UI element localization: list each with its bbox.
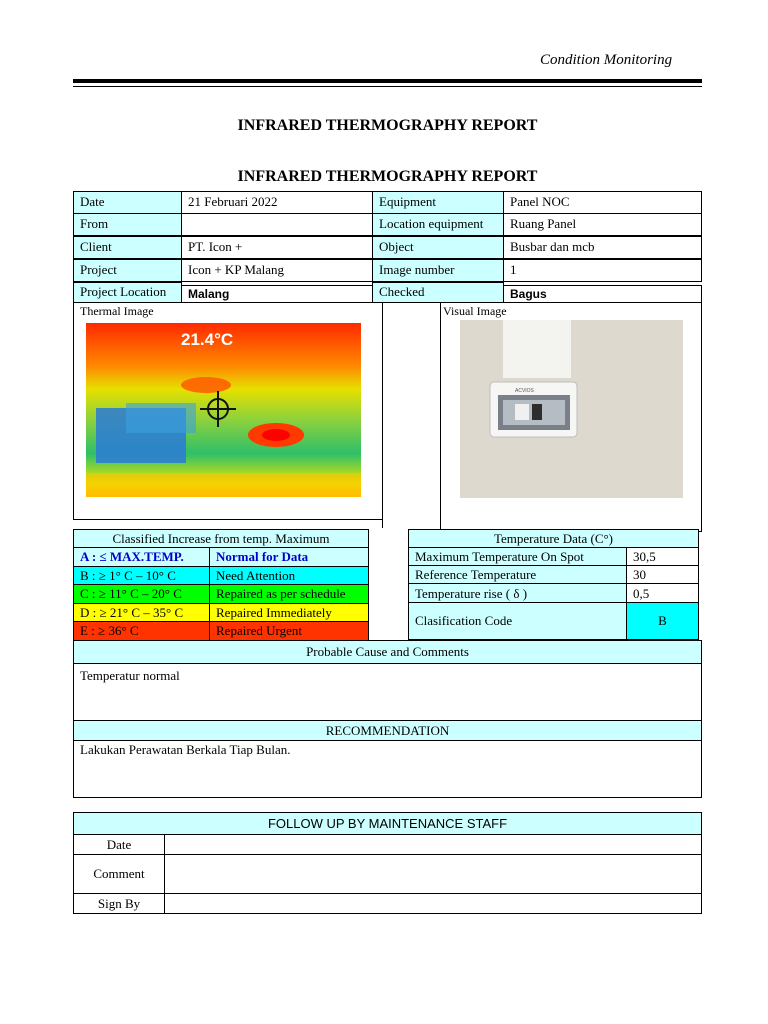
classification-action: Repaired as per schedule bbox=[209, 584, 369, 604]
panel-brand: ACVIOS bbox=[515, 388, 534, 394]
recommendation-text: Lakukan Perawatan Berkala Tiap Bulan. bbox=[73, 740, 702, 798]
temperature-title: Temperature Data (C°) bbox=[408, 529, 699, 548]
header-rule bbox=[73, 79, 702, 83]
object-value: Busbar dan mcb bbox=[503, 236, 702, 259]
project-label: Project bbox=[73, 259, 182, 282]
ref-temp-label: Reference Temperature bbox=[408, 565, 627, 584]
temp-rise-value: 0,5 bbox=[626, 583, 699, 603]
followup-sign-label: Sign By bbox=[73, 893, 165, 914]
max-temp-label: Maximum Temperature On Spot bbox=[408, 547, 627, 566]
from-label: From bbox=[73, 213, 182, 236]
comments-title: Probable Cause and Comments bbox=[73, 640, 702, 664]
classification-title: Classified Increase from temp. Maximum bbox=[73, 529, 369, 548]
max-temp-value: 30,5 bbox=[626, 547, 699, 566]
report-title: INFRARED THERMOGRAPHY REPORT bbox=[237, 117, 538, 134]
followup-comment-label: Comment bbox=[73, 854, 165, 894]
thermal-image-label: Thermal Image bbox=[80, 304, 154, 318]
client-label: Client bbox=[73, 236, 182, 259]
classification-action: Repaired Urgent bbox=[209, 621, 369, 641]
image-number-value: 1 bbox=[503, 259, 702, 282]
equipment-value: Panel NOC bbox=[503, 191, 702, 214]
image-divider bbox=[382, 302, 383, 528]
temp-rise-label: Temperature rise ( δ ) bbox=[408, 583, 627, 603]
classification-code-value: B bbox=[626, 602, 699, 640]
classification-range: D : ≥ 21° C – 35° C bbox=[73, 603, 210, 623]
project-location-value: Malang bbox=[181, 285, 373, 303]
project-value: Icon + KP Malang bbox=[181, 259, 373, 282]
classification-action: Need Attention bbox=[209, 566, 369, 586]
classification-action: Normal for Data bbox=[209, 547, 369, 567]
report-subtitle: INFRARED THERMOGRAPHY REPORT bbox=[237, 168, 538, 185]
object-label: Object bbox=[372, 236, 504, 259]
ref-temp-value: 30 bbox=[626, 565, 699, 584]
date-value: 21 Februari 2022 bbox=[181, 191, 373, 214]
location-equipment-value: Ruang Panel bbox=[503, 213, 702, 236]
visual-image-label: Visual Image bbox=[443, 304, 507, 318]
classification-range: A : ≤ MAX.TEMP. bbox=[73, 547, 210, 567]
visual-image bbox=[460, 320, 683, 498]
checked-value: Bagus bbox=[503, 285, 702, 303]
followup-title: FOLLOW UP BY MAINTENANCE STAFF bbox=[73, 812, 702, 835]
followup-date-label: Date bbox=[73, 834, 165, 855]
header-rule-thin bbox=[73, 86, 702, 87]
thermal-image bbox=[86, 323, 361, 497]
classification-code-label: Clasification Code bbox=[408, 602, 627, 640]
followup-date-field[interactable] bbox=[164, 834, 702, 855]
classification-action: Repaired Immediately bbox=[209, 603, 369, 623]
followup-comment-field[interactable] bbox=[164, 854, 702, 894]
classification-range: C : ≥ 11° C – 20° C bbox=[73, 584, 210, 604]
date-label: Date bbox=[73, 191, 182, 214]
project-location-label: Project Location bbox=[73, 282, 182, 303]
location-equipment-label: Location equipment bbox=[372, 213, 504, 236]
classification-range: E : ≥ 36° C bbox=[73, 621, 210, 641]
thermal-temp-readout: 21.4°C bbox=[181, 330, 234, 349]
followup-sign-field[interactable] bbox=[164, 893, 702, 914]
equipment-label: Equipment bbox=[372, 191, 504, 214]
from-value bbox=[181, 213, 373, 236]
comments-text: Temperatur normal bbox=[73, 663, 702, 721]
image-number-label: Image number bbox=[372, 259, 504, 282]
classification-range: B : ≥ 1° C – 10° C bbox=[73, 566, 210, 586]
checked-label: Checked bbox=[372, 282, 504, 303]
recommendation-title: RECOMMENDATION bbox=[73, 720, 702, 741]
client-value: PT. Icon + bbox=[181, 236, 373, 259]
header-title: Condition Monitoring bbox=[540, 52, 673, 68]
